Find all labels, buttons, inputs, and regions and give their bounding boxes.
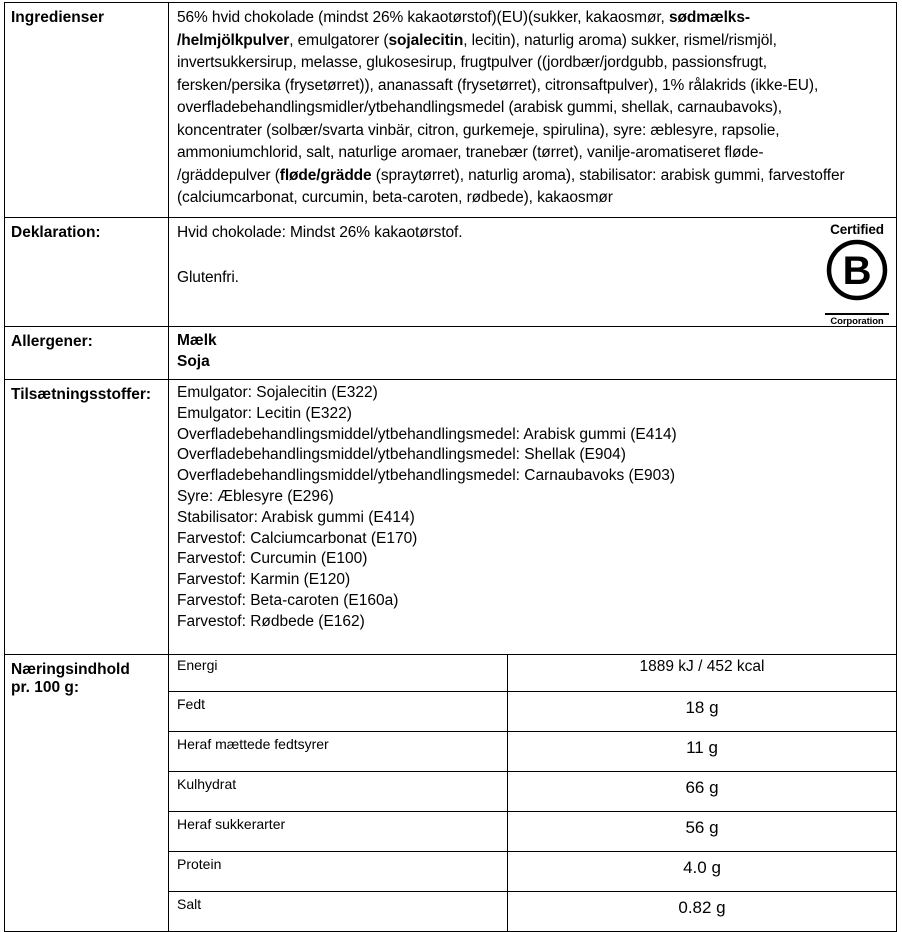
product-info-table: [4, 2, 897, 932]
nutrition-table-cell: [169, 655, 897, 932]
nutrient-value: 0.82 g: [508, 892, 897, 932]
allergen-item: Mælk: [177, 332, 217, 349]
nutrient-name: Heraf sukkerarter: [169, 812, 508, 852]
nutrition-row-item: [169, 655, 896, 692]
additive-item: Overfladebehandlingsmiddel/ytbehandlingsmedel: Carnaubavoks (E903): [177, 467, 676, 485]
additives-row: [5, 380, 897, 655]
declaration-row: [5, 218, 897, 327]
nutrient-value: 4.0 g: [508, 852, 897, 892]
nutrition-table: [169, 655, 896, 931]
nutrient-name: Energi: [169, 655, 508, 692]
declaration-line-1: Hvid chokolade: Mindst 26% kakaotørstof.: [177, 224, 463, 241]
additive-item: Farvestof: Curcumin (E100): [177, 550, 368, 568]
declaration-text: [169, 218, 897, 327]
ingredients-label: Ingredienser: [5, 3, 169, 218]
allergen-highlight: sødmælks-: [668, 9, 750, 26]
allergens-row: [5, 327, 897, 380]
certified-b-corporation-logo: Certified B Corporation: [824, 222, 890, 327]
additives-list: [169, 380, 897, 655]
allergen-highlight: sojalecitin: [388, 31, 464, 49]
nutrition-row-item: [169, 732, 896, 772]
additive-item: Stabilisator: Arabisk gummi (E414): [177, 508, 415, 526]
nutrient-value: 18 g: [508, 692, 897, 732]
allergens-list: [169, 327, 897, 380]
additive-item: Farvestof: Calciumcarbonat (E170): [177, 529, 418, 547]
nutrient-name: Protein: [169, 852, 508, 892]
allergen-item: Soja: [177, 353, 210, 370]
additive-item: Farvestof: Beta-caroten (E160a): [177, 591, 399, 609]
nutrition-row-item: [169, 892, 896, 932]
additive-item: Emulgator: Sojalecitin (E322): [177, 384, 378, 401]
additives-label: Tilsætningsstoffer:: [5, 380, 169, 655]
nutrient-name: Kulhydrat: [169, 772, 508, 812]
nutrient-value: 66 g: [508, 772, 897, 812]
ingredients-row: [5, 3, 897, 218]
nutrient-name: Heraf mættede fedtsyrer: [169, 732, 508, 772]
additive-item: Emulgator: Lecitin (E322): [177, 404, 352, 422]
nutrient-value: 1889 kJ / 452 kcal: [508, 655, 897, 692]
additive-item: Farvestof: Karmin (E120): [177, 571, 351, 589]
nutrient-name: Salt: [169, 892, 508, 932]
b-corp-icon: [825, 237, 889, 303]
additive-item: Farvestof: Rødbede (E162): [177, 612, 365, 630]
allergen-highlight: fløde/grädde: [279, 166, 372, 184]
declaration-line-2: Glutenfri.: [177, 268, 239, 286]
ingredients-text: 56% hvid chokolade (mindst 26% kakaotørstof)(EU)(sukker, kakaosmør, sødmælks- /helmjölkpulver, emulgatorer (sojalecitin, lecitin), naturlig aroma) sukker, rismel/rismjöl, invertsukkersirup, melasse, glukosesirup, frugtpulver ((jordbær/jordgubb, passionsfrugt, fersken/persika (frysetørret)), ananassaft (frysetørret), citronsaftpulver), 1% rålakrids (ikke-EU), overfladebehandlingsmidler/ytbehandlingsmedel (arabisk gummi, shellak, carnaubavoks), koncentrater (solbær/svarta vinbär, citron, gurkemeje, spirulina), syre: æblesyre, rapsolie, ammoniumchlorid, salt, naturlige aromaer, tranebær (tørret), vanilje-aromatiseret fløde- /gräddepulver (fløde/grädde (spraytørret), naturlig aroma), stabilisator: arabisk gummi, farvestoffer (calciumcarbonat, curcumin, beta-caroten, rødbede), kakaosmør: [169, 3, 897, 218]
additive-item: Overfladebehandlingsmiddel/ytbehandlingsmedel: Arabisk gummi (E414): [177, 425, 677, 443]
nutrition-row-item: [169, 772, 896, 812]
svg-text:B: B: [842, 249, 872, 293]
nutrient-value: 56 g: [508, 812, 897, 852]
allergen-highlight: /helmjölkpulver: [177, 31, 290, 49]
nutrition-row-item: [169, 812, 896, 852]
nutrient-value: 11 g: [508, 732, 897, 772]
nutrition-label: Næringsindhold pr. 100 g:: [5, 655, 169, 932]
nutrition-row-item: [169, 692, 896, 732]
allergens-label: Allergener:: [5, 327, 169, 380]
additive-item: Syre: Æblesyre (E296): [177, 487, 334, 505]
nutrient-name: Fedt: [169, 692, 508, 732]
nutrition-row-item: [169, 852, 896, 892]
nutrition-row: [5, 655, 897, 932]
additive-item: Overfladebehandlingsmiddel/ytbehandlingsmedel: Shellak (E904): [177, 446, 626, 464]
declaration-label: Deklaration:: [5, 218, 169, 327]
